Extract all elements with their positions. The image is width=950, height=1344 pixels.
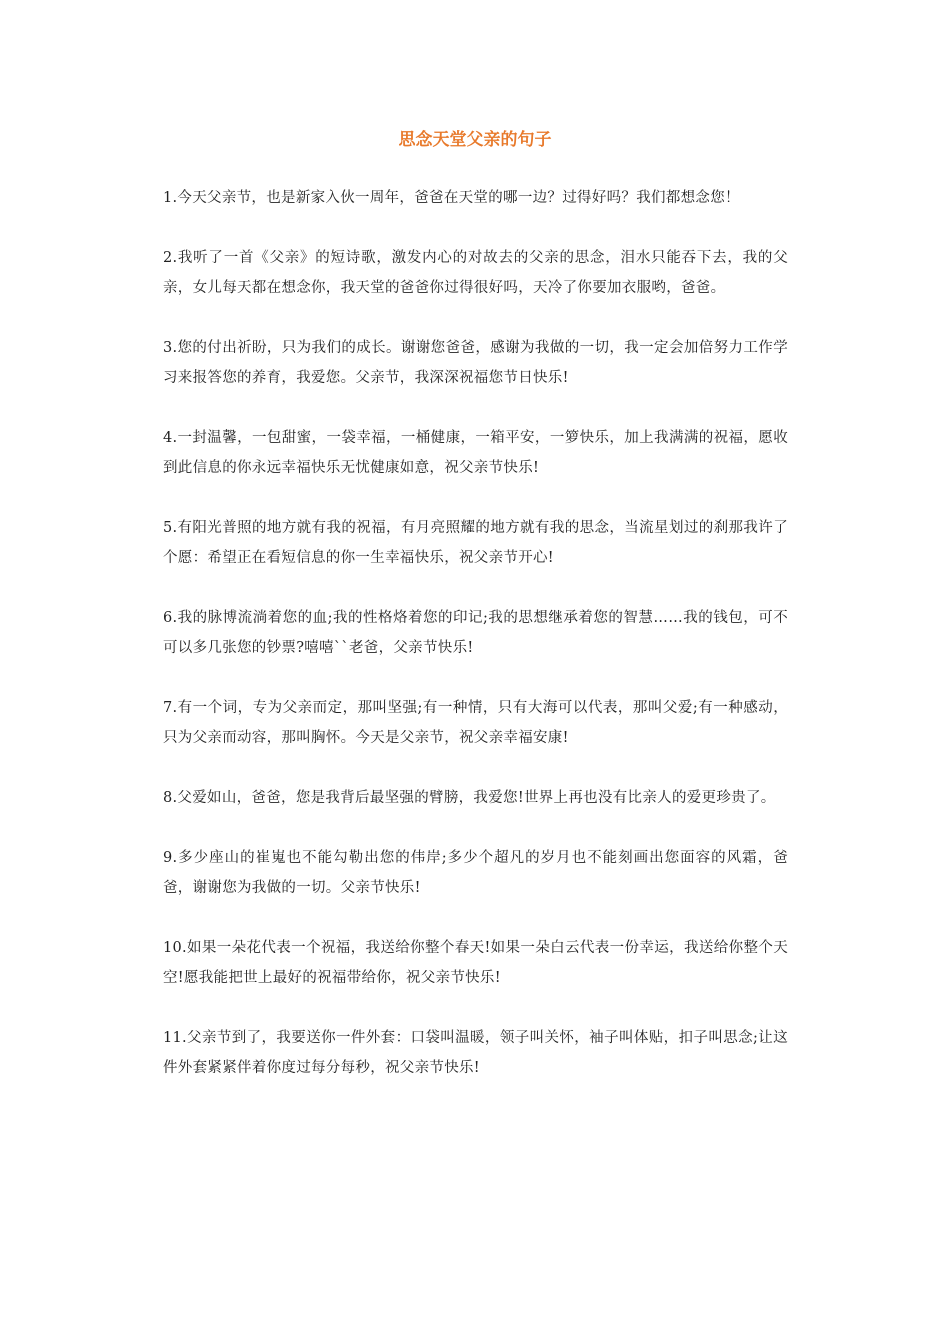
paragraph-3: 3.您的付出祈盼，只为我们的成长。谢谢您爸爸，感谢为我做的一切，我一定会加倍努力工作学习来报答您的养育，我爱您。父亲节，我深深祝福您节日快乐! (163, 340, 788, 386)
document-body (163, 183, 788, 1113)
paragraph-10: 10.如果一朵花代表一个祝福，我送给你整个春天!如果一朵白云代表一份幸运，我送给你整个天空!愿我能把世上最好的祝福带给你，祝父亲节快乐! (163, 940, 788, 986)
paragraph-6: 6.我的脉博流淌着您的血;我的性格烙着您的印记;我的思想继承着您的智慧……我的钱包，可不可以多几张您的钞票?嘻嘻``老爸，父亲节快乐! (163, 610, 788, 656)
paragraph-5: 5.有阳光普照的地方就有我的祝福，有月亮照耀的地方就有我的思念，当流星划过的刹那我许了个愿：希望正在看短信息的你一生幸福快乐，祝父亲节开心! (163, 520, 788, 566)
page-title: 思念天堂父亲的句子 (398, 130, 552, 150)
paragraph-4: 4.一封温馨，一包甜蜜，一袋幸福，一桶健康，一箱平安，一箩快乐，加上我满满的祝福，愿收到此信息的你永远幸福快乐无忧健康如意，祝父亲节快乐! (163, 430, 788, 476)
paragraph-8: 8.父爱如山，爸爸，您是我背后最坚强的臂膀，我爱您!世界上再也没有比亲人的爱更珍贵了。 (163, 790, 776, 806)
paragraph-9: 9.多少座山的崔嵬也不能勾勒出您的伟岸;多少个超凡的岁月也不能刻画出您面容的风霜，爸爸，谢谢您为我做的一切。父亲节快乐! (163, 850, 788, 896)
paragraph-11: 11.父亲节到了，我要送你一件外套：口袋叫温暖，领子叫关怀，袖子叫体贴，扣子叫思念;让这件外套紧紧伴着你度过每分每秒，祝父亲节快乐! (163, 1030, 788, 1076)
paragraph-2: 2.我听了一首《父亲》的短诗歌，激发内心的对故去的父亲的思念，泪水只能吞下去，我的父亲，女儿每天都在想念你，我天堂的爸爸你过得很好吗，天冷了你要加衣服哟，爸爸。 (163, 250, 788, 296)
paragraph-7: 7.有一个词，专为父亲而定，那叫坚强;有一种情，只有大海可以代表，那叫父爱;有一种感动，只为父亲而动容，那叫胸怀。今天是父亲节，祝父亲幸福安康! (163, 700, 788, 746)
paragraph-1: 1.今天父亲节，也是新家入伙一周年，爸爸在天堂的哪一边？过得好吗？我们都想念您！ (163, 190, 740, 206)
